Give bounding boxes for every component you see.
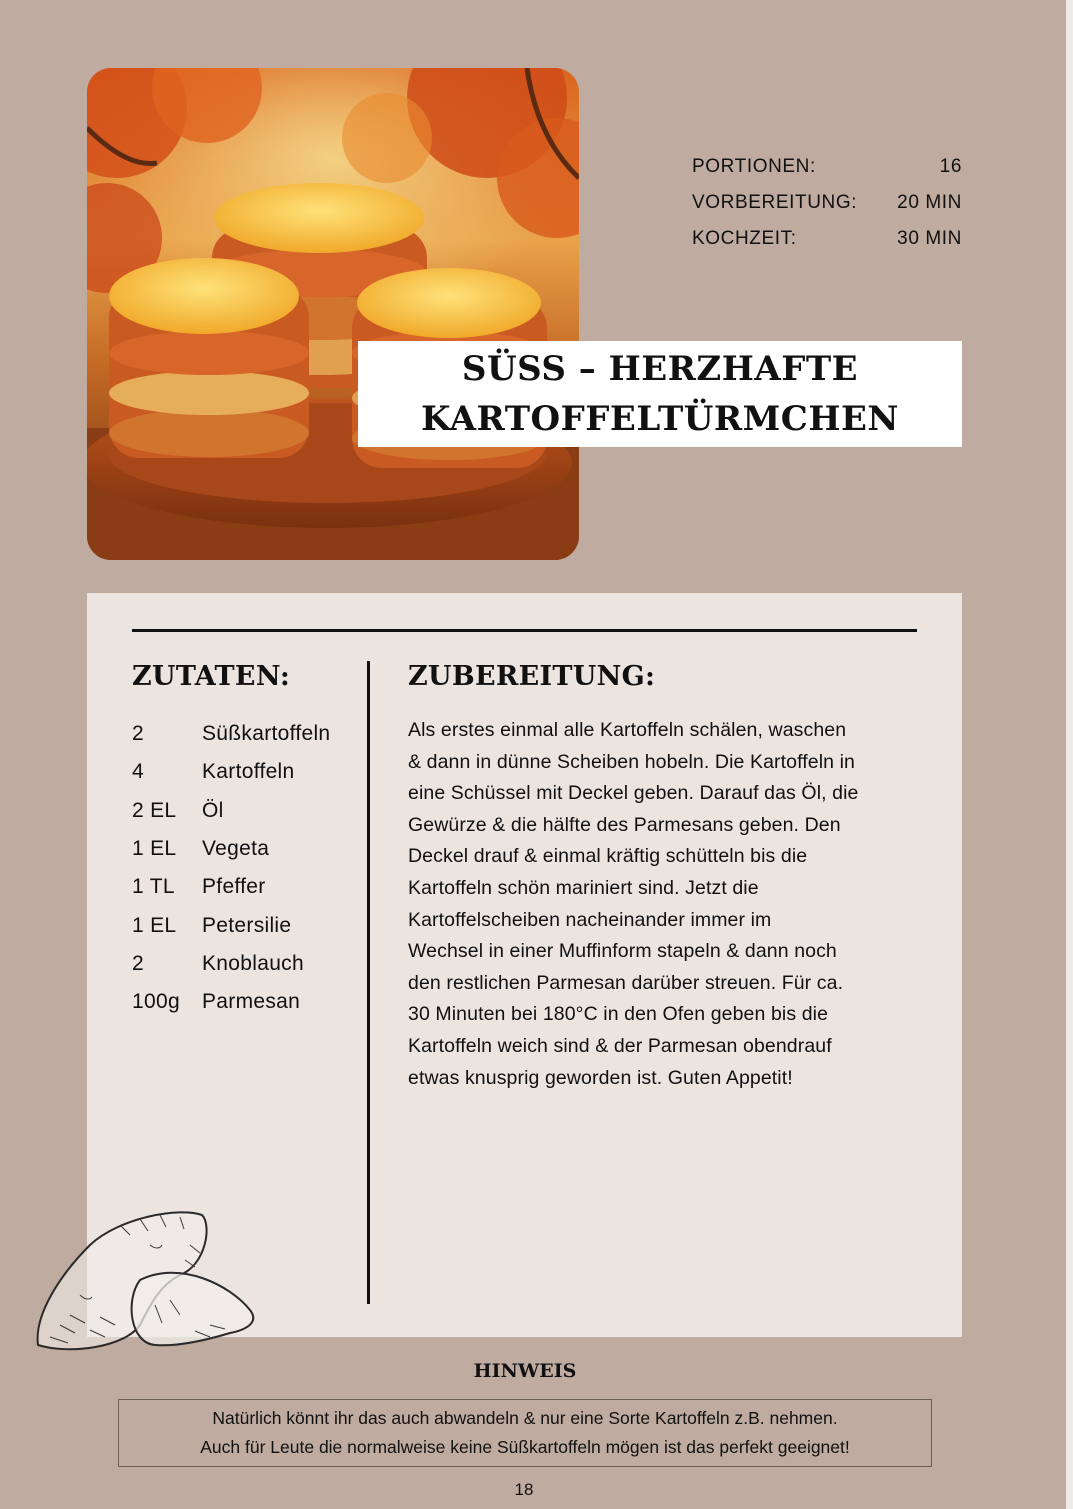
list-item <box>132 830 364 868</box>
ingredient-qty: 4 <box>132 760 144 784</box>
prep-line: Kartoffeln weich sind & der Parmesan obendrauf <box>408 1034 832 1057</box>
meta-value: 20 MIN <box>897 192 962 213</box>
meta-row-cook <box>692 228 962 264</box>
sweet-potato-sketch-icon <box>30 1205 258 1357</box>
meta-row-prep <box>692 192 962 228</box>
prep-line: Wechsel in einer Muffinform stapeln & dann noch <box>408 940 837 963</box>
divider-vertical <box>367 661 370 1304</box>
prep-line: etwas knusprig geworden ist. Guten Appetit! <box>408 1066 793 1089</box>
title-line-1: SÜSS – HERZHAFTE <box>461 349 859 389</box>
potato-towers-illustration <box>87 68 579 560</box>
ingredient-qty: 2 <box>132 951 144 975</box>
meta-label: VORBEREITUNG: <box>692 192 858 213</box>
note-line-1: Natürlich könnt ihr das auch abwandeln & nur eine Sorte Kartoffeln z.B. nehmen. <box>212 1408 838 1428</box>
preparation-text <box>408 715 923 1094</box>
list-item <box>132 715 364 753</box>
meta-label: PORTIONEN: <box>692 156 816 177</box>
divider-horizontal <box>132 629 917 632</box>
prep-line: & dann in dünne Scheiben hobeln. Die Kartoffeln in <box>408 750 855 773</box>
ingredient-name: Parmesan <box>202 990 301 1014</box>
ingredient-qty: 1 EL <box>132 913 177 937</box>
page-number: 18 <box>514 1480 534 1499</box>
ingredient-qty: 2 <box>132 722 144 746</box>
ingredient-qty: 1 TL <box>132 875 175 899</box>
ingredient-name: Süßkartoffeln <box>202 722 331 746</box>
ingredient-qty: 2 EL <box>132 798 177 822</box>
prep-line: Kartoffelscheiben nacheinander immer im <box>408 908 772 931</box>
meta-label: KOCHZEIT: <box>692 228 797 249</box>
prep-line: eine Schüssel mit Deckel geben. Darauf das Öl, die <box>408 782 859 805</box>
note-box <box>118 1399 932 1467</box>
title-line-2: KARTOFFELTÜRMCHEN <box>421 399 899 439</box>
ingredient-qty: 1 EL <box>132 837 177 861</box>
ingredient-qty: 100g <box>132 990 180 1014</box>
ingredient-name: Knoblauch <box>202 951 304 975</box>
list-item <box>132 792 364 830</box>
note-heading: HINWEIS <box>473 1360 577 1382</box>
recipe-title <box>358 341 962 447</box>
prep-line: Deckel drauf & einmal kräftig schütteln bis die <box>408 845 808 868</box>
ingredient-name: Kartoffeln <box>202 760 295 784</box>
prep-line: den restlichen Parmesan darüber streuen. Für ca. <box>408 971 844 994</box>
ingredient-name: Pfeffer <box>202 875 266 899</box>
recipe-meta <box>692 156 962 264</box>
prep-line: 30 Minuten bei 180°C in den Ofen geben bis die <box>408 1003 829 1026</box>
list-item <box>132 868 364 906</box>
list-item <box>132 945 364 983</box>
meta-value: 30 MIN <box>897 228 962 249</box>
list-item <box>132 983 364 1021</box>
list-item <box>132 906 364 944</box>
preparation-heading: ZUBEREITUNG: <box>408 661 656 692</box>
ingredients-heading: ZUTATEN: <box>132 661 291 692</box>
prep-line: Kartoffeln schön mariniert sind. Jetzt die <box>408 876 759 899</box>
prep-line: Als erstes einmal alle Kartoffeln schälen, waschen <box>408 719 847 741</box>
page-edge-strip <box>1066 0 1073 1509</box>
ingredient-name: Vegeta <box>202 837 270 861</box>
prep-line: Gewürze & die hälfte des Parmesans geben. Den <box>408 813 841 836</box>
meta-value: 16 <box>939 156 962 177</box>
ingredient-name: Petersilie <box>202 913 292 937</box>
recipe-photo <box>87 68 579 560</box>
ingredients-list <box>132 715 364 1021</box>
note-line-2: Auch für Leute die normalweise keine Süßkartoffeln mögen ist das perfekt geeignet! <box>200 1437 850 1457</box>
list-item <box>132 753 364 791</box>
ingredient-name: Öl <box>202 798 224 822</box>
meta-row-portions <box>692 156 962 192</box>
